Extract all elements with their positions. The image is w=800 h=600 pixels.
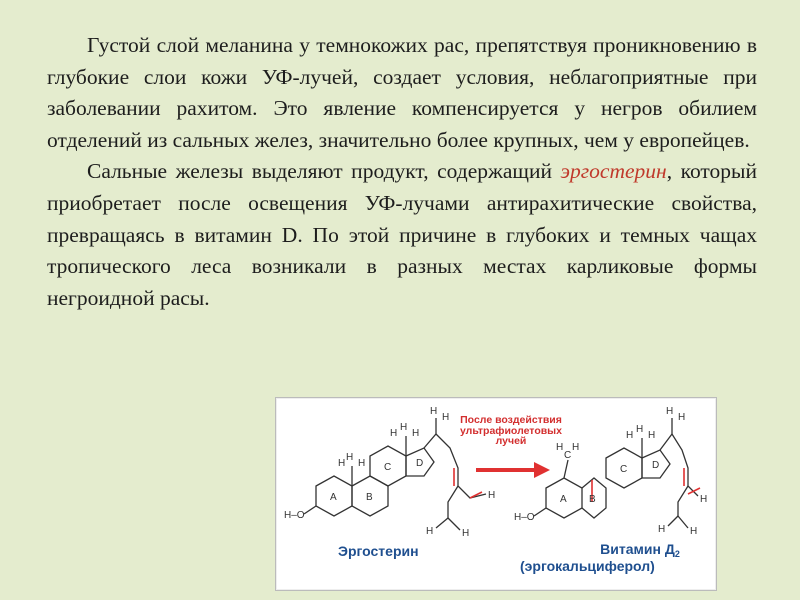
ring-label-b-right: B	[589, 494, 596, 505]
chemical-figure	[275, 397, 717, 591]
paragraph-1-text: Густой слой меланина у темнокожих рас, препятствуя проникновению в глубокие слои кожи УФ-лучей, создает условия, неблагоприятные при заболевании рахитом. Это явление компенсируется у негров обилием отделений из сальных желез, значительно более крупных, чем у европейцев.	[47, 33, 757, 152]
paragraph-2	[47, 156, 757, 314]
h-label: H	[462, 528, 470, 539]
ring-label-c-right: C	[620, 464, 628, 475]
h-label: H	[338, 458, 346, 469]
ergocalciferol-label: (эргокальциферол)	[520, 558, 655, 574]
reaction-arrow	[476, 462, 550, 478]
methylene-bond	[564, 460, 568, 478]
h-label: H	[700, 494, 708, 505]
hydroxyl-bond-left	[304, 506, 316, 514]
vitamin-d2-subscript: 2	[674, 549, 680, 559]
ring-label-b-left: B	[366, 492, 373, 503]
ergosterol-label: Эргостерин	[338, 543, 419, 559]
side-chain-end-2	[448, 518, 460, 530]
h-label: H	[488, 490, 496, 501]
h-label: H	[426, 526, 434, 537]
h-label: H	[556, 442, 564, 453]
side-chain-end-right-1	[668, 516, 678, 526]
ring-labels-left	[284, 458, 423, 521]
h-label: H	[400, 422, 408, 433]
side-chain-end-right-2	[678, 516, 688, 528]
h-label: H	[412, 428, 420, 439]
h-label: H	[626, 430, 634, 441]
h-label: H	[690, 526, 698, 537]
side-chain-right	[660, 434, 698, 496]
vitamin-d2-double-bonds	[592, 468, 700, 502]
ring-label-d-right: D	[652, 460, 660, 471]
h-label: H	[666, 406, 674, 417]
double-bond-right-3	[688, 488, 700, 494]
paragraph-2-text-start: Сальные железы выделяют продукт, содержащий	[87, 159, 561, 184]
side-chain-branch-right	[678, 486, 688, 516]
carbon-label-right: C	[564, 450, 572, 461]
h-label: H	[572, 442, 580, 453]
reaction-condition-note: После воздействия ультрафиолетовых лучей	[459, 414, 562, 447]
hydroxyl-label-right: H–O	[514, 512, 535, 523]
hydroxyl-bond-right	[534, 508, 546, 516]
h-label: H	[358, 458, 366, 469]
ergosterol-term: эргостерин	[560, 159, 667, 184]
h-label: H	[658, 524, 666, 535]
h-label: H	[430, 406, 438, 417]
ring-label-c-left: C	[384, 462, 392, 473]
ring-label-d-left: D	[416, 458, 424, 469]
h-label: H	[346, 452, 354, 463]
h-label: H	[636, 424, 644, 435]
h-label: H	[678, 412, 686, 423]
body-text	[47, 30, 757, 314]
h-label: H	[442, 412, 450, 423]
arrow-head	[534, 462, 550, 478]
paragraph-2-text-end: , который приобретает после освещения УФ-лучами антирахитические свойства, превращаясь в витамин D. По этой причине в глубоких и темных чащах тропического леса возникали в разных местах карликовые формы негроидной расы.	[47, 159, 757, 310]
hydroxyl-label-left: H–O	[284, 510, 305, 521]
ring-label-a-left: A	[330, 492, 337, 503]
side-chain-branch	[448, 486, 458, 518]
vitamin-d2-name: Витамин Д	[600, 541, 675, 557]
h-label: H	[648, 430, 656, 441]
paragraph-1	[47, 30, 757, 156]
side-chain-end-1	[436, 518, 448, 528]
h-label: H	[390, 428, 398, 439]
ring-label-a-right: A	[560, 494, 567, 505]
